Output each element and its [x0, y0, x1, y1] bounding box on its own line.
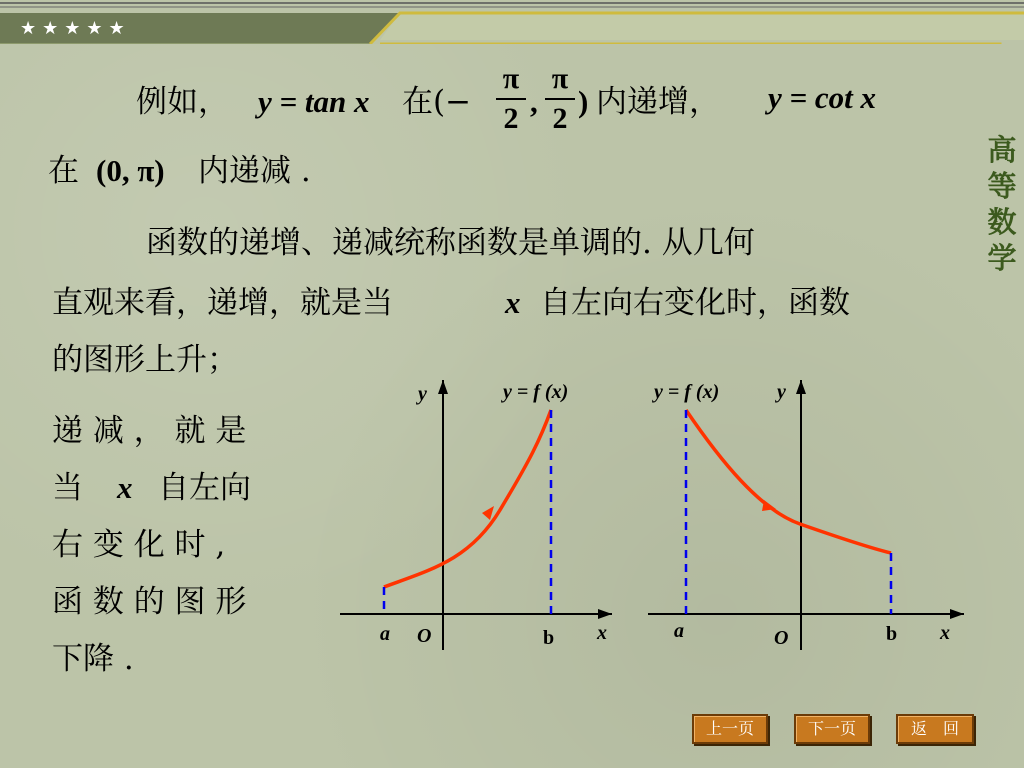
para3-line4: 函 数 的 图 形 — [52, 584, 247, 620]
top-banner — [0, 0, 1024, 44]
variable-x: x — [117, 470, 133, 505]
interval-zero-pi: (0, π) — [96, 153, 165, 188]
origin-label: O — [774, 627, 789, 649]
tan-expression: y = tan x — [258, 84, 370, 119]
prev-page-button[interactable]: 上一页 — [692, 714, 768, 744]
increasing-function-graph — [330, 370, 630, 660]
x-axis-label: x — [940, 622, 950, 644]
function-label: y = f (x) — [503, 381, 569, 403]
x-axis-label: x — [597, 622, 607, 644]
back-button[interactable]: 返 回 — [896, 714, 974, 744]
next-page-button[interactable]: 下一页 — [794, 714, 870, 744]
fraction-denominator: 2 — [552, 102, 568, 135]
side-title — [984, 132, 1020, 276]
side-title-char: 学 — [987, 241, 1017, 275]
rating-stars: ★★★★★ — [20, 18, 131, 39]
fraction-numerator: π — [502, 62, 520, 95]
comma: , — [530, 84, 538, 119]
interval-open: 在(− — [402, 84, 472, 120]
cot-expression: y = cot x — [768, 80, 877, 115]
function-label: y = f (x) — [654, 381, 720, 403]
para2-line1: 函数的递增、递减统称函数是单调的. 从几何 — [146, 225, 755, 261]
origin-label: O — [417, 625, 432, 647]
para3-line3: 右 变 化 时 , — [52, 527, 226, 563]
y-axis-arrow-icon — [438, 380, 448, 394]
x-axis-arrow-icon — [598, 609, 612, 619]
para2-line2-a: 直观来看，递增，就是当 — [52, 285, 393, 321]
x-axis-arrow-icon — [950, 609, 964, 619]
side-title-char: 高 — [987, 133, 1017, 167]
a-label: a — [674, 620, 684, 642]
para3-line5: 下降 . — [52, 641, 134, 677]
para3-line1: 递 减 ， 就 是 — [52, 413, 247, 449]
para1-prefix: 例如， — [136, 84, 229, 120]
a-label: a — [380, 623, 390, 645]
increasing-curve — [384, 410, 551, 587]
fraction-pi-over-2-right — [545, 62, 575, 136]
b-label: b — [886, 623, 898, 645]
para1-increasing: 内递增， — [596, 84, 720, 120]
para3-line2-a: 当 — [52, 470, 83, 506]
curve-direction-arrow-icon — [482, 506, 494, 520]
para1-decreasing: 内递减 . — [198, 153, 311, 189]
decreasing-curve — [686, 410, 891, 553]
fraction-denominator: 2 — [503, 102, 519, 135]
b-label: b — [543, 627, 555, 649]
y-axis-arrow-icon — [796, 380, 806, 394]
y-axis-label: y — [418, 383, 427, 405]
side-title-char: 数 — [987, 205, 1017, 239]
para2-line3: 的图形上升； — [52, 342, 238, 378]
fraction-numerator: π — [551, 62, 569, 95]
interval-close: ) — [578, 84, 589, 119]
variable-x: x — [505, 285, 521, 320]
fraction-pi-over-2-left — [496, 62, 526, 136]
fraction-bar — [545, 98, 575, 100]
para1-line2-zai: 在 — [48, 153, 79, 189]
para2-line2-b: 自左向右变化时，函数 — [540, 285, 850, 321]
y-axis-label: y — [777, 381, 786, 403]
side-title-char: 等 — [987, 169, 1017, 203]
para3-line2-b: 自左向 — [158, 470, 251, 506]
fraction-bar — [496, 98, 526, 100]
decreasing-function-graph — [640, 370, 970, 660]
